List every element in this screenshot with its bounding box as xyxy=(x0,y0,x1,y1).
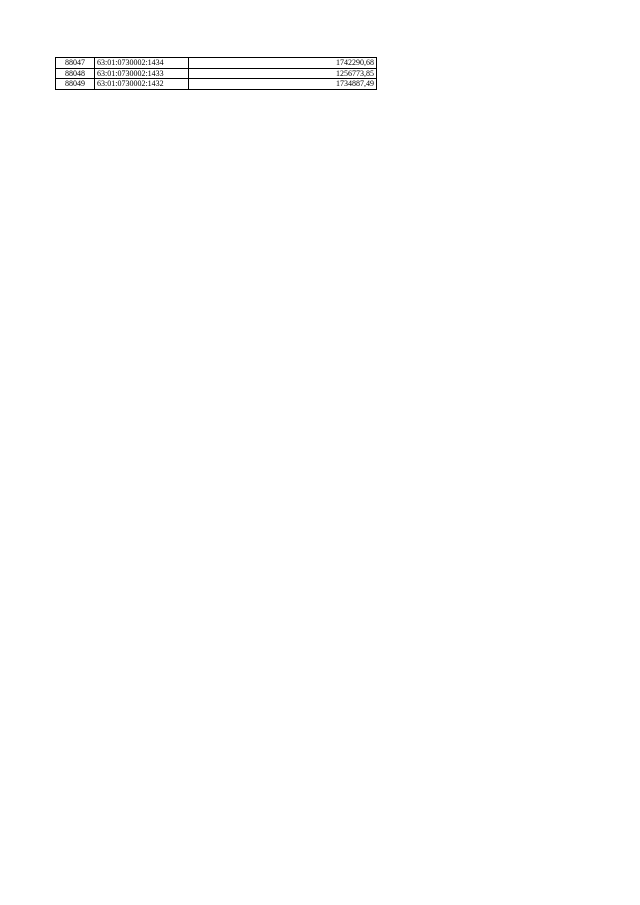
data-table xyxy=(55,57,377,90)
row-value: 1742290,68 xyxy=(189,58,377,69)
table-row xyxy=(56,68,377,79)
table-row xyxy=(56,58,377,69)
row-number: 88048 xyxy=(56,68,95,79)
cadastral-number: 63:01:0730002:1434 xyxy=(95,58,189,69)
row-number: 88049 xyxy=(56,79,95,90)
row-value: 1256773,85 xyxy=(189,68,377,79)
cadastral-number: 63:01:0730002:1432 xyxy=(95,79,189,90)
row-value: 1734887,49 xyxy=(189,79,377,90)
cadastral-number: 63:01:0730002:1433 xyxy=(95,68,189,79)
table-body xyxy=(56,58,377,90)
table-row xyxy=(56,79,377,90)
row-number: 88047 xyxy=(56,58,95,69)
